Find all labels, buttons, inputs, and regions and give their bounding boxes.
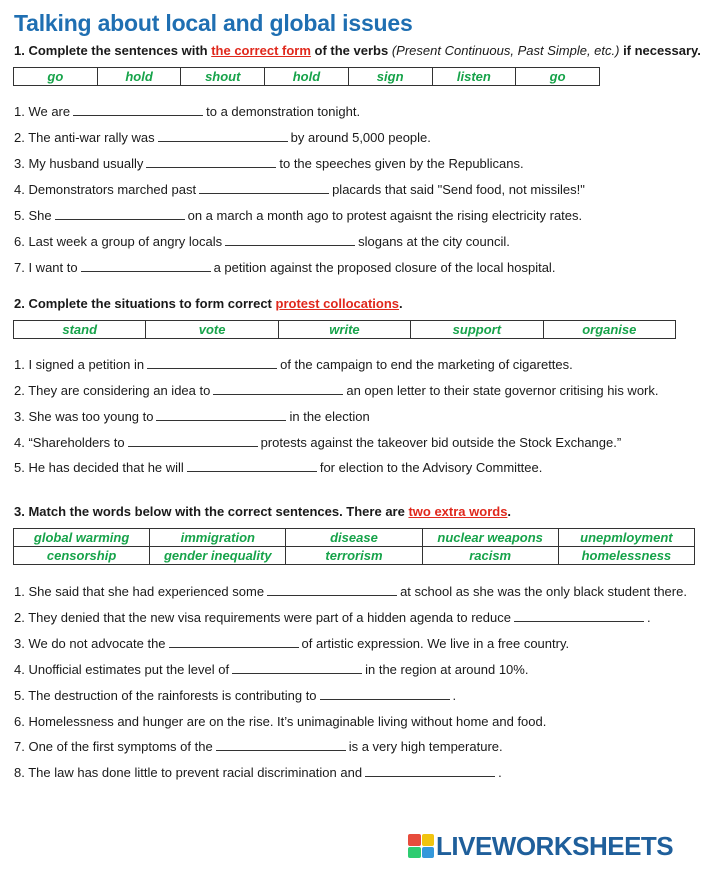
sentence-text: 4. Unofficial estimates put the level of [14,662,230,677]
section1-sentence-7 [14,260,555,276]
sentence-text: 1. We are [14,104,71,119]
section3-text-a: 3. Match the words below with the correct sentences. There are [14,504,409,519]
section1-text-c: if necessary. [619,43,701,58]
section3-sentence-2 [14,610,651,626]
section1-number: 1. [14,43,25,58]
section2-sentence-3 [14,409,370,425]
word-bank-item: disease [286,529,422,547]
sentence-text: in the region at around 10%. [365,662,529,677]
word-bank-item: gender inequality [150,547,286,565]
sentence-text: . [452,688,457,703]
section1-sentence-3 [14,156,524,172]
word-bank-item: vote [146,321,278,339]
answer-blank[interactable] [216,739,346,751]
logo-square-icon [408,847,421,859]
section2-red-highlight: protest collocations [275,296,400,311]
sentence-text: to the speeches given by the Republicans. [279,156,524,171]
word-bank-item: unepmloyment [558,529,694,547]
sentence-text: protests against the takeover bid outside the Stock Exchange.” [260,435,622,450]
answer-blank[interactable] [147,357,277,369]
word-bank-item: write [278,321,410,339]
sentence-text: 7. I want to [14,260,78,275]
sentence-text: placards that said "Send food, not missiles!" [332,182,585,197]
sentence-text: is a very high temperature. [348,739,503,754]
sentence-text: 1. She said that she had experienced some [14,584,265,599]
section3-text-b: . [507,504,512,519]
word-bank-item: terrorism [286,547,422,565]
answer-blank[interactable] [225,234,355,246]
section1-sentence-6 [14,234,510,250]
word-bank-item: homelessness [558,547,694,565]
answer-blank[interactable] [158,130,288,142]
answer-blank[interactable] [365,765,495,777]
section3-sentence-1 [14,584,687,600]
sentence-text: 7. One of the first symptoms of the [14,739,213,754]
section1-sentence-1 [14,104,360,120]
page-title: Talking about local and global issues [14,10,413,36]
section2-sentence-1 [14,357,573,373]
sentence-text: of artistic expression. We live in a free country. [301,636,570,651]
sentence-text: 2. They denied that the new visa requirements were part of a hidden agenda to reduce [14,610,511,625]
sentence-text: on a march a month ago to protest agaisnt the rising electricity rates. [187,208,583,223]
logo-text: LIVEWORKSHEETS [436,830,674,861]
logo-square-icon [408,834,421,846]
word-bank-item: immigration [150,529,286,547]
section2-word-bank [13,320,676,339]
word-bank-item: listen [432,68,516,86]
section3-sentence-7 [14,739,503,755]
section1-text-a: Complete the sentences with [24,43,212,58]
sentence-text: 4. “Shareholders to [14,435,125,450]
section1-sentence-5 [14,208,582,224]
section1-sentence-2 [14,130,431,146]
sentence-text: by around 5,000 people. [290,130,431,145]
answer-blank[interactable] [73,104,203,116]
answer-blank[interactable] [128,435,258,447]
answer-blank[interactable] [187,460,317,472]
sentence-text: 4. Demonstrators marched past [14,182,197,197]
answer-blank[interactable] [514,610,644,622]
sentence-text: to a demonstration tonight. [206,104,361,119]
logo-square-icon [422,834,435,846]
sentence-text: 3. We do not advocate the [14,636,166,651]
sentence-text: 3. My husband usually [14,156,144,171]
section1-word-bank [13,67,600,86]
answer-blank[interactable] [81,260,211,272]
sentence-text: a petition against the proposed closure of the local hospital. [213,260,556,275]
section2-sentence-5 [14,460,542,476]
section2-sentence-2 [14,383,659,399]
sentence-text: 6. Homelessness and hunger are on the rise. It’s unimaginable living without home and food. [14,714,547,729]
word-bank-item: hold [265,68,349,86]
word-bank-item: global warming [14,529,150,547]
section3-sentence-5 [14,688,456,704]
word-bank-item: go [14,68,98,86]
section3-instructions [14,504,511,519]
answer-blank[interactable] [169,636,299,648]
word-bank-item: sign [348,68,432,86]
sentence-text: at school as she was the only black student there. [400,584,687,599]
sentence-text: 8. The law has done little to prevent racial discrimination and [14,765,363,780]
sentence-text: 1. I signed a petition in [14,357,145,372]
sentence-text: 2. They are considering an idea to [14,383,211,398]
sentence-text: slogans at the city council. [358,234,510,249]
sentence-text: . [498,765,502,780]
sentence-text: 2. The anti-war rally was [14,130,155,145]
word-bank-item: organise [543,321,675,339]
answer-blank[interactable] [146,156,276,168]
liveworksheets-logo [408,832,673,860]
section2-sentence-4 [14,435,621,451]
sentence-text: 3. She was too young to [14,409,154,424]
sentence-text: 5. He has decided that he will [14,460,184,475]
sentence-text: . [646,610,651,625]
section1-text-b: of the verbs [310,43,392,58]
section2-instructions [14,296,403,311]
section2-text-b: . [399,296,403,311]
word-bank-item: go [516,68,600,86]
word-bank-item: nuclear weapons [422,529,558,547]
section3-sentence-6 [14,714,546,730]
section1-instructions [14,43,701,58]
word-bank-item: shout [181,68,265,86]
logo-square-icon [422,847,435,859]
section2-text-a: 2. Complete the situations to form correct [14,296,276,311]
liveworksheets-logo-icon [408,834,434,858]
sentence-text: 6. Last week a group of angry locals [14,234,223,249]
section3-sentence-3 [14,636,569,652]
word-bank-item: censorship [14,547,150,565]
sentence-text: for election to the Advisory Committee. [319,460,543,475]
answer-blank[interactable] [267,584,397,596]
answer-blank[interactable] [156,409,286,421]
answer-blank[interactable] [55,208,185,220]
sentence-text: of the campaign to end the marketing of cigarettes. [280,357,573,372]
sentence-text: an open letter to their state governor critising his work. [346,383,659,398]
section3-sentence-8 [14,765,502,781]
answer-blank[interactable] [320,688,450,700]
answer-blank[interactable] [232,662,362,674]
word-bank-item: hold [97,68,181,86]
section1-red-highlight: the correct form [211,43,311,58]
answer-blank[interactable] [199,182,329,194]
answer-blank[interactable] [213,383,343,395]
word-bank-item: racism [422,547,558,565]
section1-italic-note: (Present Continuous, Past Simple, etc.) [391,43,620,58]
sentence-text: 5. She [14,208,52,223]
word-bank-item: support [411,321,543,339]
sentence-text: in the election [289,409,370,424]
section3-red-highlight: two extra words [408,504,508,519]
section3-sentence-4 [14,662,528,678]
section3-word-bank [13,528,695,565]
word-bank-item: stand [14,321,146,339]
sentence-text: 5. The destruction of the rainforests is contributing to [14,688,317,703]
section1-sentence-4 [14,182,585,198]
